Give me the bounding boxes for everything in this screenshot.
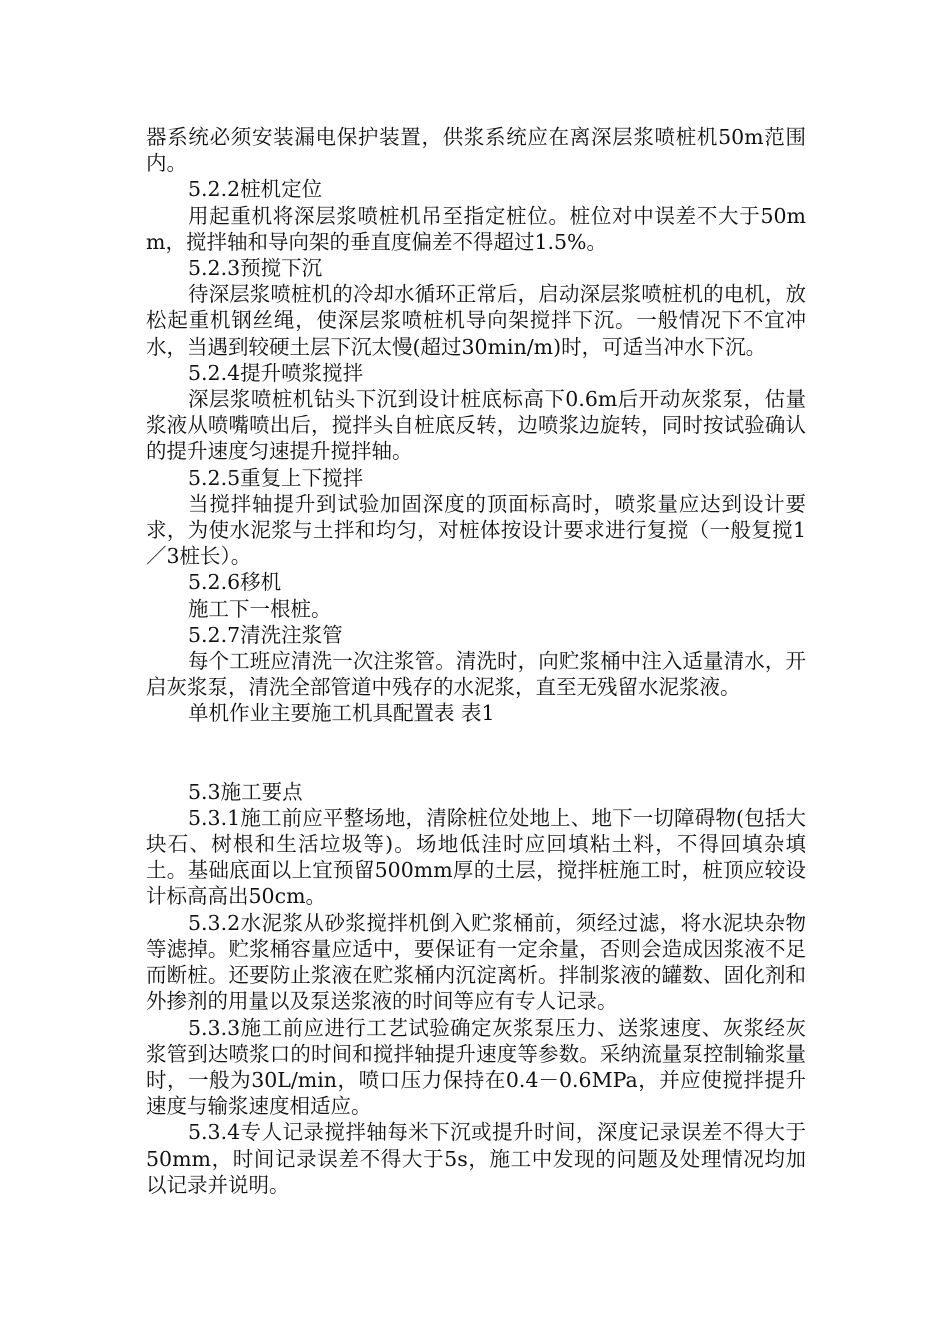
paragraph: 施工下一根桩。 [188, 596, 332, 621]
table-caption: 单机作业主要施工机具配置表 表1 [188, 701, 495, 726]
paragraph: 当搅拌轴提升到试验加固深度的顶面标高时，喷浆量应达到设计要求，为使水泥浆与土拌和均匀，对桩体按设计要求进行复搅（一般复搅1／3桩长）。 [146, 491, 806, 569]
paragraph: 5.3.4专人记录搅拌轴每米下沉或提升时间，深度记录误差不得大于50mm，时间记录误差不得大于5s，施工中发现的问题及处理情况均加以记录并说明。 [146, 1120, 806, 1197]
section-heading-5-3: 5.3施工要点 [188, 779, 303, 804]
paragraph: 5.3.3施工前应进行工艺试验确定灰浆泵压力、送浆速度、灰浆经灰浆管到达喷浆口的时间和搅拌轴提升速度等参数。采纳流量泵控制输浆量时，一般为30L/min，喷口压力保持在0.4－0.6MPa，并应使搅拌提升速度与输浆速度相适应。 [146, 1015, 806, 1119]
paragraph: 每个工班应清洗一次注浆管。清洗时，向贮浆桶中注入适量清水，开启灰浆泵，清洗全部管道中残存的水泥浆，直至无残留水泥浆液。 [146, 649, 806, 700]
section-heading-5-2-6: 5.2.6移机 [188, 570, 282, 595]
paragraph-continuation: 器系统必须安装漏电保护装置，供浆系统应在离深层浆喷桩机50m范围内。 [146, 125, 806, 176]
paragraph: 5.3.1施工前应平整场地，清除桩位处地上、地下一切障碍物(包括大块石、树根和生活垃圾等)。场地低洼时应回填粘土料，不得回填杂填土。基础底面以上宜预留500mm厚的土层，搅拌桩施工时，桩顶应较设计标高高出50cm。 [146, 805, 806, 909]
paragraph: 5.3.2水泥浆从砂浆搅拌机倒入贮浆桶前，须经过滤，将水泥块杂物等滤掉。贮浆桶容量应适中，要保证有一定余量，否则会造成因浆液不足而断桩。还要防止浆液在贮浆桶内沉淀离析。拌制浆液的罐数、固化剂和外掺剂的用量以及泵送浆液的时间等应有专人记录。 [146, 910, 806, 1014]
document-page [146, 124, 806, 1198]
section-heading-5-2-4: 5.2.4提升喷浆搅拌 [188, 360, 364, 385]
paragraph: 待深层浆喷桩机的冷却水循环正常后，启动深层浆喷桩机的电机，放松起重机钢丝绳，使深层浆喷桩机导向架搅拌下沉。一般情况下不宜冲水，当遇到较硬土层下沉太慢(超过30min/m)时，可适当冲水下沉。 [146, 282, 806, 359]
section-heading-5-2-3: 5.2.3预搅下沉 [188, 256, 323, 281]
table-placeholder-gap [146, 727, 806, 779]
section-heading-5-2-7: 5.2.7清洗注浆管 [188, 622, 343, 647]
section-heading-5-2-2: 5.2.2桩机定位 [188, 177, 323, 202]
section-heading-5-2-5: 5.2.5重复上下搅拌 [188, 465, 364, 490]
paragraph: 深层浆喷桩机钻头下沉到设计桩底标高下0.6m后开动灰浆泵，估量浆液从喷嘴喷出后，搅拌头自桩底反转，边喷浆边旋转，同时按试验确认的提升速度匀速提升搅拌轴。 [146, 387, 806, 464]
paragraph: 用起重机将深层浆喷桩机吊至指定桩位。桩位对中误差不大于50mm，搅拌轴和导向架的垂直度偏差不得超过1.5%。 [146, 203, 806, 254]
